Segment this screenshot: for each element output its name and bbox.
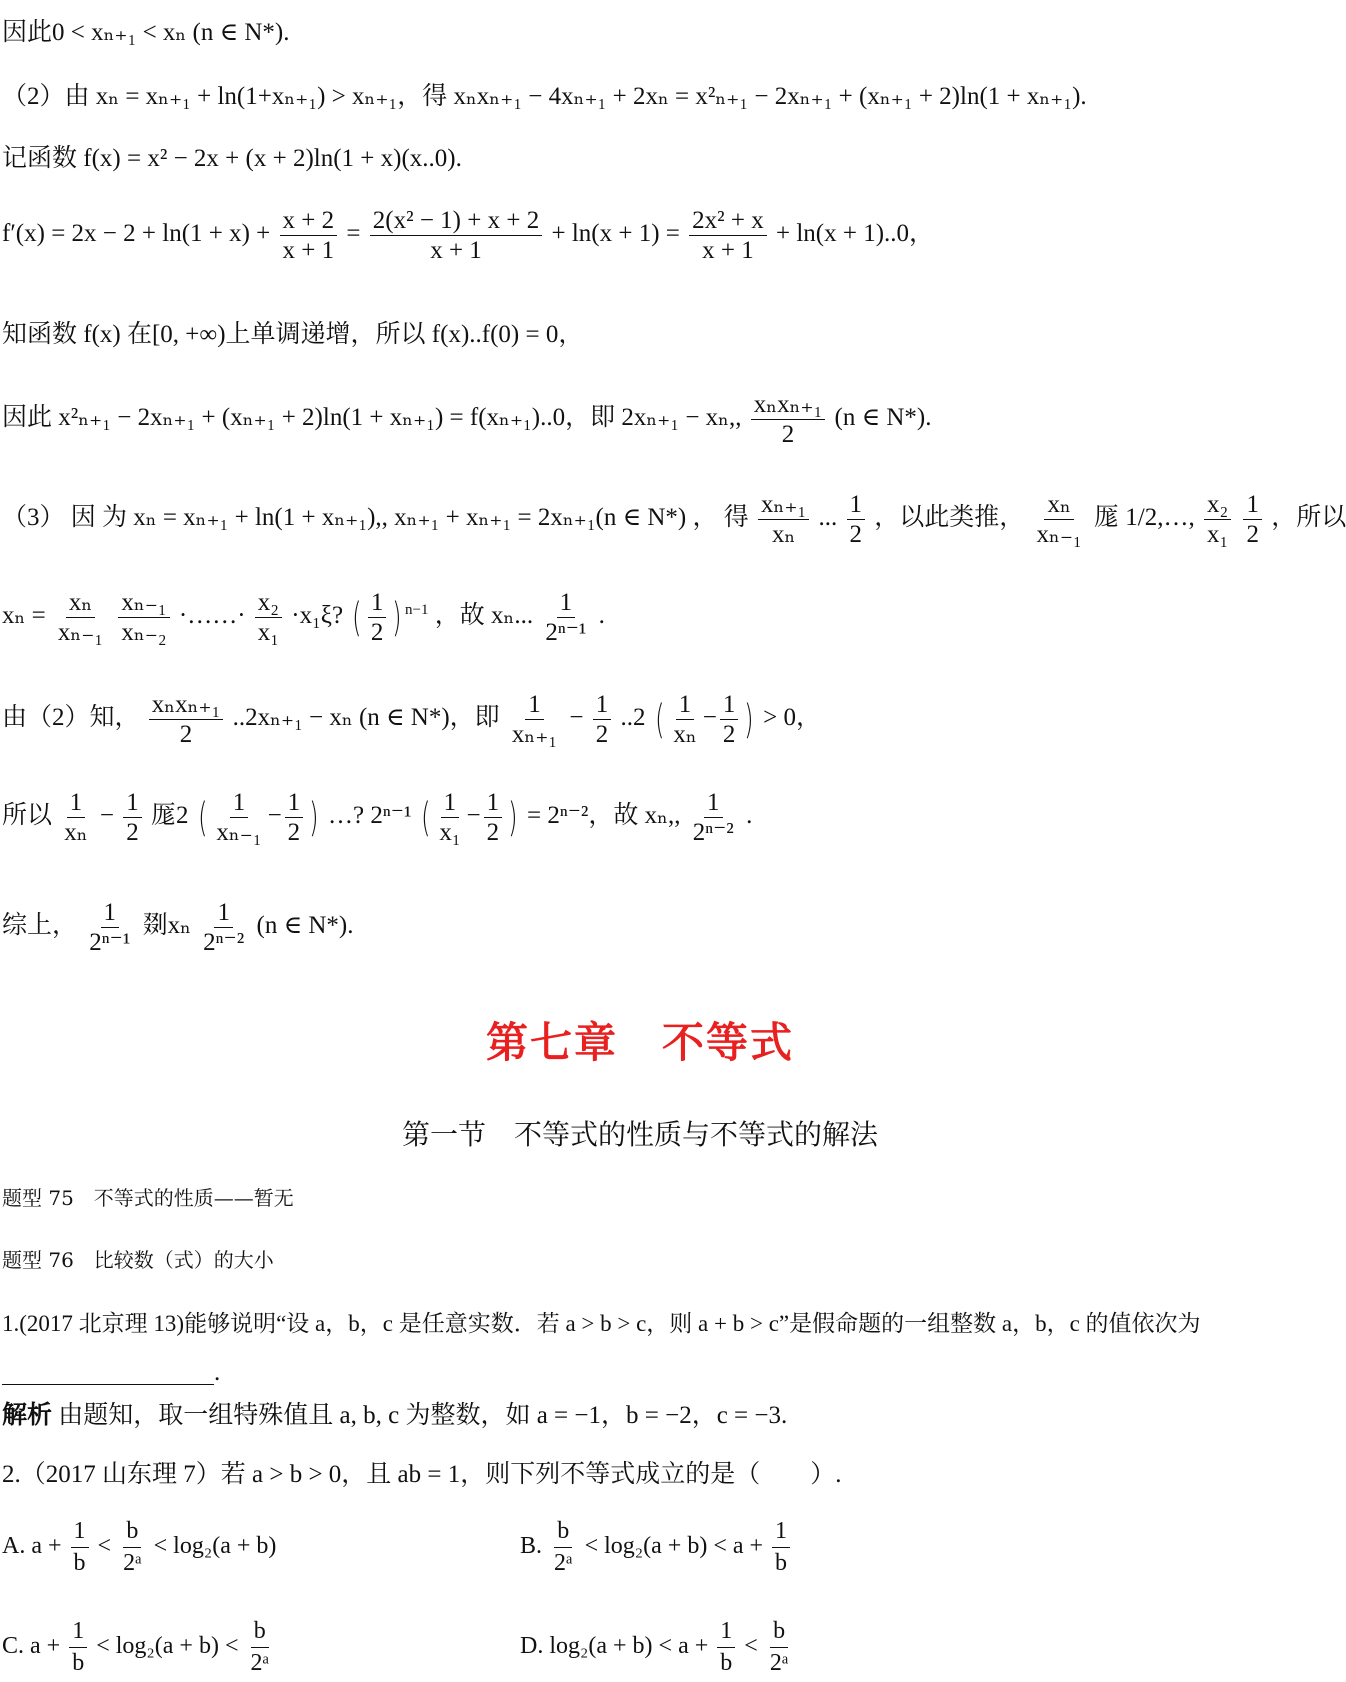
fraction bbox=[1243, 492, 1262, 547]
numerator: 1 bbox=[525, 692, 544, 720]
denominator: 2ⁿ⁻² bbox=[692, 819, 734, 846]
numerator: xₙ bbox=[66, 590, 95, 618]
right-paren: ) bbox=[508, 794, 518, 841]
text-segment: − bbox=[466, 802, 481, 830]
text-segment: 厖2 bbox=[150, 802, 189, 830]
option-a[interactable] bbox=[2, 1518, 276, 1577]
numerator: b bbox=[123, 1518, 141, 1548]
denominator: 2ᵃ bbox=[250, 1650, 270, 1676]
denominator: 2ⁿ⁻² bbox=[203, 929, 245, 956]
text-segment: − bbox=[702, 704, 717, 732]
text-segment: 因此 x²ₙ₊₁ − 2xₙ₊₁ + (xₙ₊₁ + 2)ln(1 + xₙ₊₁) = f(xₙ₊₁)..0，即 2xₙ₊₁ − xₙ,, bbox=[2, 404, 742, 432]
denominator: 2ᵃ bbox=[769, 1650, 789, 1676]
fraction bbox=[1034, 492, 1085, 547]
fraction bbox=[689, 208, 767, 263]
numerator: x₂ bbox=[255, 590, 282, 618]
denominator: 2ᵃ bbox=[554, 1550, 573, 1576]
left-paren: ( bbox=[654, 696, 665, 743]
text-line-10 bbox=[2, 790, 752, 845]
denominator: xₙ₋₁ bbox=[57, 619, 104, 646]
fraction bbox=[1204, 492, 1231, 547]
numerator: 1 bbox=[230, 790, 249, 818]
numerator: b bbox=[554, 1518, 572, 1548]
option-text: C. a + bbox=[2, 1633, 61, 1660]
text-segment: = 2ⁿ⁻²，故 xₙ,, bbox=[527, 802, 681, 830]
chapter-title: 第七章 不等式 bbox=[485, 1018, 794, 1067]
denominator: 2 bbox=[486, 819, 500, 846]
numerator: 1 bbox=[285, 790, 304, 818]
numerator: 1 bbox=[847, 492, 866, 520]
option-text: < log₂(a + b) < a + bbox=[584, 1533, 764, 1560]
text-segment: ... bbox=[818, 504, 838, 532]
text-segment: f′(x) = 2x − 2 + ln(1 + x) + bbox=[2, 220, 271, 248]
text-segment: + ln(x + 1) = bbox=[551, 220, 680, 248]
denominator: b bbox=[72, 1650, 85, 1676]
fraction bbox=[71, 1518, 89, 1577]
answer-blank[interactable] bbox=[2, 1366, 214, 1385]
numerator: 1 bbox=[720, 692, 739, 720]
fraction bbox=[758, 492, 809, 547]
fraction bbox=[247, 1618, 272, 1677]
numerator: xₙxₙ₊₁ bbox=[751, 392, 826, 420]
right-paren: ) bbox=[392, 594, 402, 641]
fraction bbox=[123, 790, 142, 845]
text-segment: 由（2）知， bbox=[2, 704, 140, 732]
numerator: 1 bbox=[67, 790, 86, 818]
text-segment: ..2 bbox=[620, 704, 646, 732]
fraction bbox=[86, 900, 133, 955]
analysis-line bbox=[2, 1403, 787, 1428]
option-d[interactable] bbox=[520, 1618, 794, 1677]
text-segment: − bbox=[267, 802, 282, 830]
numerator: 1 bbox=[772, 1518, 790, 1548]
numerator: 2x² + x bbox=[689, 208, 767, 236]
analysis-label: 解析 bbox=[2, 1402, 53, 1429]
denominator: 2ⁿ⁻¹ bbox=[545, 619, 587, 646]
fraction bbox=[61, 790, 90, 845]
fraction bbox=[118, 590, 169, 645]
fraction bbox=[436, 790, 463, 845]
fraction bbox=[280, 208, 338, 263]
numerator: 1 bbox=[368, 590, 387, 618]
fraction bbox=[368, 590, 387, 645]
denominator: 2ᵃ bbox=[123, 1550, 142, 1576]
text-segment: (n ∈ N*). bbox=[256, 912, 354, 940]
right-paren: ) bbox=[309, 794, 319, 841]
text-segment: ·……· bbox=[178, 602, 246, 630]
denominator: x₁ bbox=[439, 819, 461, 846]
denominator: 2 bbox=[849, 521, 862, 548]
numerator: x + 2 bbox=[280, 208, 338, 236]
numerator: 1 bbox=[441, 790, 460, 818]
denominator: x₁ bbox=[1206, 521, 1229, 548]
option-text: D. log₂(a + b) < a + bbox=[520, 1633, 709, 1660]
text-segment: xₙ = bbox=[2, 602, 46, 630]
exponent: n−1 bbox=[405, 601, 429, 618]
numerator: 1 bbox=[704, 790, 723, 818]
fraction bbox=[370, 208, 542, 263]
text-segment: ，故 xₙ... bbox=[434, 602, 534, 630]
question-1: 1.(2017 北京理 13)能够说明“设 a，b，c 是任意实数．若 a > b > c，则 a + b > c”是假命题的一组整数 a，b，c 的值依次为 bbox=[2, 1311, 1201, 1336]
numerator: xₙ bbox=[1044, 492, 1073, 520]
fraction bbox=[55, 590, 106, 645]
fraction bbox=[255, 590, 282, 645]
denominator: xₙ₋₁ bbox=[1036, 521, 1082, 548]
fraction bbox=[767, 1618, 792, 1677]
denominator: xₙ₋₂ bbox=[121, 619, 167, 646]
option-text: < log₂(a + b) bbox=[153, 1533, 277, 1560]
numerator: 1 bbox=[484, 790, 503, 818]
numerator: 1 bbox=[717, 1618, 735, 1648]
option-b[interactable] bbox=[520, 1518, 793, 1577]
text-line-9 bbox=[2, 692, 821, 747]
denominator: 2 bbox=[722, 721, 736, 748]
fraction bbox=[847, 492, 866, 547]
text-segment: （3） 因 为 xₙ = xₙ₊₁ + ln(1 + xₙ₊₁),, xₙ₊₁ + xₙ₊₁ = 2xₙ₊₁(n ∈ N*) ， 得 bbox=[2, 504, 749, 532]
numerator: 1 bbox=[69, 1618, 87, 1648]
left-paren: ( bbox=[352, 594, 362, 641]
fraction bbox=[551, 1518, 576, 1577]
option-text: < bbox=[97, 1533, 112, 1560]
option-text: < log₂(a + b) < bbox=[96, 1633, 239, 1660]
text-segment: . bbox=[598, 602, 605, 630]
denominator: 2ⁿ⁻¹ bbox=[89, 929, 131, 956]
denominator: x₁ bbox=[257, 619, 280, 646]
denominator: xₙ₊₁ bbox=[511, 721, 558, 748]
numerator: b bbox=[251, 1618, 269, 1648]
denominator: x + 1 bbox=[430, 237, 482, 264]
text-segment: 所以 bbox=[2, 802, 53, 830]
text-segment: 厖 bbox=[1094, 504, 1120, 532]
text-segment: ，以此类推， bbox=[874, 504, 1025, 532]
numerator: 1 bbox=[71, 1518, 89, 1548]
text-segment: > 0， bbox=[763, 704, 822, 732]
fraction bbox=[720, 692, 739, 747]
numerator: xₙ₋₁ bbox=[118, 590, 169, 618]
text-segment: − bbox=[99, 802, 114, 830]
fraction bbox=[484, 790, 503, 845]
text-segment: . bbox=[746, 802, 753, 830]
denominator: x + 1 bbox=[702, 237, 754, 264]
text-line-4 bbox=[2, 208, 934, 263]
text-segment: = bbox=[346, 220, 361, 248]
text-segment: 综上， bbox=[2, 912, 78, 940]
numerator: 1 bbox=[557, 590, 576, 618]
numerator: 1 bbox=[1243, 492, 1262, 520]
numerator: 1 bbox=[101, 900, 120, 928]
question-type-75: 题型 75 不等式的性质——暂无 bbox=[2, 1186, 294, 1210]
fraction bbox=[717, 1618, 735, 1677]
text-segment: …? 2ⁿ⁻¹ bbox=[328, 802, 412, 830]
numerator: 1 bbox=[123, 790, 142, 818]
fraction bbox=[772, 1518, 790, 1577]
denominator: xₙ bbox=[64, 819, 88, 846]
option-text: B. bbox=[520, 1533, 543, 1560]
fraction bbox=[69, 1618, 87, 1677]
text-line-2: （2）由 xₙ = xₙ₊₁ + ln(1+xₙ₊₁) > xₙ₊₁，得 xₙxₙ₊₁ − 4xₙ₊₁ + 2xₙ = x²ₙ₊₁ − 2xₙ₊₁ + (xₙ₊₁ + 2)ln(1 + xₙ₊₁). bbox=[2, 83, 1087, 110]
fraction bbox=[593, 692, 612, 747]
denominator: b bbox=[775, 1550, 788, 1576]
text-segment: (n ∈ N*). bbox=[834, 404, 932, 432]
numerator: 1 bbox=[676, 692, 695, 720]
text-line-5: 知函数 f(x) 在[0, +∞)上单调递增，所以 f(x)..f(0) = 0， bbox=[2, 321, 584, 348]
option-c[interactable] bbox=[2, 1618, 275, 1677]
analysis-text: 由题知，取一组特殊值且 a, b, c 为整数，如 a = −1，b = −2，c = −3. bbox=[58, 1402, 788, 1429]
numerator: xₙxₙ₊₁ bbox=[149, 692, 224, 720]
right-paren: ) bbox=[744, 696, 754, 743]
denominator: 2 bbox=[781, 421, 795, 448]
text-segment: ，所以 bbox=[1271, 504, 1346, 532]
text-line-11 bbox=[2, 900, 353, 955]
fraction bbox=[213, 790, 264, 845]
fraction bbox=[670, 692, 699, 747]
left-paren: ( bbox=[420, 794, 431, 841]
text-segment: ·x₁ξ? bbox=[291, 602, 344, 630]
fraction bbox=[149, 692, 224, 747]
denominator: 2 bbox=[595, 721, 609, 748]
answer-blank-line bbox=[2, 1360, 220, 1385]
option-text: A. a + bbox=[2, 1533, 62, 1560]
numerator: 2(x² − 1) + x + 2 bbox=[370, 208, 542, 236]
fraction bbox=[200, 900, 247, 955]
blank-period: . bbox=[214, 1359, 221, 1386]
denominator: 2 bbox=[179, 721, 193, 748]
numerator: 1 bbox=[593, 692, 612, 720]
numerator: b bbox=[770, 1618, 788, 1648]
fraction bbox=[542, 590, 589, 645]
denominator: 2 bbox=[1246, 521, 1259, 548]
text-segment: ..2xₙ₊₁ − xₙ (n ∈ N*)，即 bbox=[232, 704, 500, 732]
text-line-7 bbox=[2, 492, 1346, 547]
denominator: 2 bbox=[126, 819, 139, 846]
denominator: 2 bbox=[287, 819, 301, 846]
fraction bbox=[751, 392, 826, 447]
numerator: x₂ bbox=[1204, 492, 1231, 520]
text-segment: − bbox=[569, 704, 584, 732]
question-type-76: 题型 76 比较数（式）的大小 bbox=[2, 1248, 274, 1272]
text-segment: 1/2,…, bbox=[1125, 504, 1195, 532]
text-line-6 bbox=[2, 392, 932, 447]
section-title: 第一节 不等式的性质与不等式的解法 bbox=[401, 1118, 878, 1151]
fraction bbox=[690, 790, 737, 845]
text-line-3: 记函数 f(x) = x² − 2x + (x + 2)ln(1 + x)(x..0). bbox=[2, 145, 462, 172]
fraction bbox=[285, 790, 304, 845]
question-2: 2.（2017 山东理 7）若 a > b > 0，且 ab = 1，则下列不等式成立的是（ ）. bbox=[2, 1461, 842, 1488]
text-line-1: 因此0 < xₙ₊₁ < xₙ (n ∈ N*). bbox=[2, 19, 290, 46]
numerator: xₙ₊₁ bbox=[758, 492, 809, 520]
text-segment: + ln(x + 1)..0， bbox=[775, 220, 935, 248]
text-line-8 bbox=[2, 590, 605, 645]
denominator: b bbox=[73, 1550, 86, 1576]
denominator: b bbox=[720, 1650, 733, 1676]
fraction bbox=[120, 1518, 145, 1577]
denominator: x + 1 bbox=[282, 237, 335, 264]
text-segment: 剟xₙ bbox=[142, 912, 191, 940]
numerator: 1 bbox=[214, 900, 233, 928]
denominator: 2 bbox=[370, 619, 384, 646]
left-paren: ( bbox=[197, 794, 208, 841]
fraction bbox=[509, 692, 560, 747]
denominator: xₙ₋₁ bbox=[216, 819, 262, 846]
denominator: xₙ bbox=[771, 521, 796, 548]
option-text: < bbox=[744, 1633, 758, 1660]
denominator: xₙ bbox=[673, 721, 697, 748]
